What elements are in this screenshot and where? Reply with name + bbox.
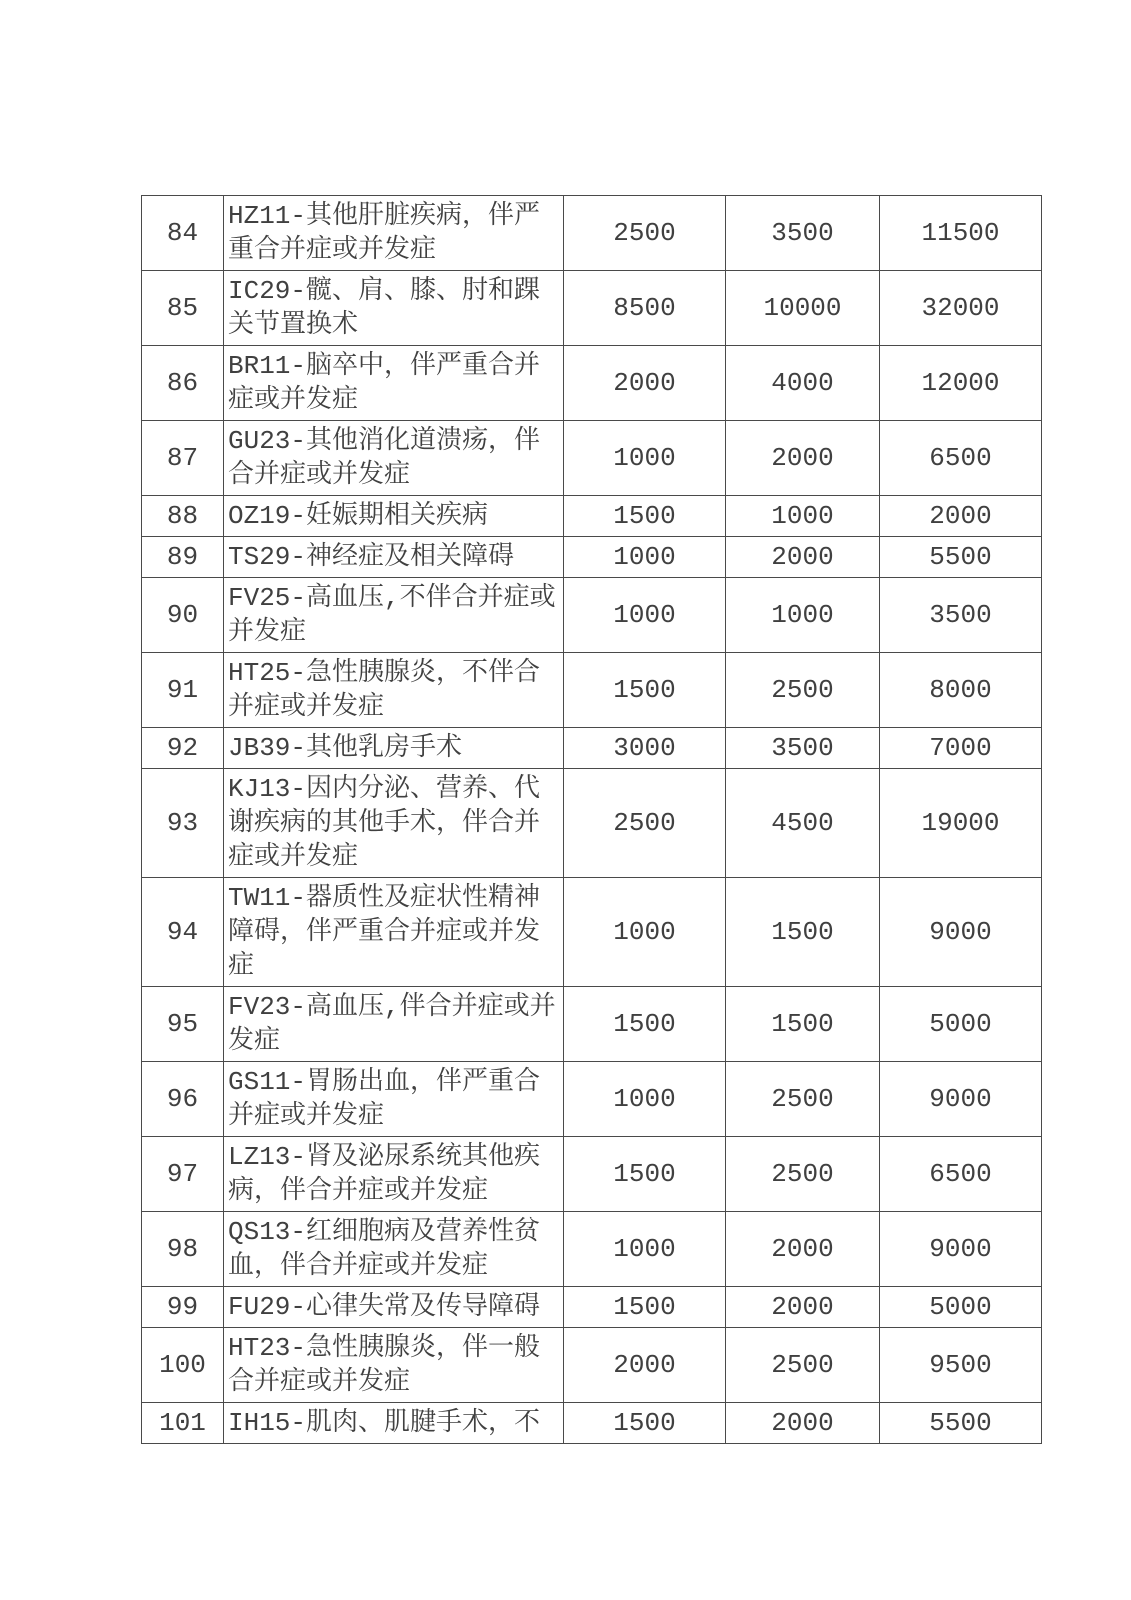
row-index-cell: 91 [142, 653, 224, 728]
table-row [142, 271, 1042, 346]
fee-value-cell-2: 4500 [726, 769, 880, 878]
fee-value-cell-1: 2500 [564, 769, 726, 878]
fee-value-cell-3: 9000 [880, 1212, 1042, 1287]
fee-value-cell-2: 2500 [726, 653, 880, 728]
fee-value-cell-3: 6500 [880, 1137, 1042, 1212]
row-index-cell: 99 [142, 1287, 224, 1328]
table-row [142, 1328, 1042, 1403]
fee-value-cell-1: 2000 [564, 346, 726, 421]
table-row [142, 496, 1042, 537]
fee-value-cell-3: 11500 [880, 196, 1042, 271]
table-row [142, 987, 1042, 1062]
table-row [142, 1137, 1042, 1212]
row-index-cell: 101 [142, 1403, 224, 1444]
drg-description-cell: TW11-器质性及症状性精神障碍，伴严重合并症或并发症 [224, 878, 564, 987]
row-index-cell: 96 [142, 1062, 224, 1137]
row-index-cell: 90 [142, 578, 224, 653]
drg-description-cell: OZ19-妊娠期相关疾病 [224, 496, 564, 537]
drg-description-cell: JB39-其他乳房手术 [224, 728, 564, 769]
fee-value-cell-2: 10000 [726, 271, 880, 346]
table-row [142, 1403, 1042, 1444]
row-index-cell: 92 [142, 728, 224, 769]
drg-description-cell: TS29-神经症及相关障碍 [224, 537, 564, 578]
fee-value-cell-2: 2500 [726, 1137, 880, 1212]
table-row [142, 878, 1042, 987]
fee-value-cell-3: 5500 [880, 537, 1042, 578]
drg-description-cell: HT25-急性胰腺炎，不伴合并症或并发症 [224, 653, 564, 728]
fee-value-cell-1: 1000 [564, 1062, 726, 1137]
table-row [142, 1287, 1042, 1328]
fee-value-cell-3: 3500 [880, 578, 1042, 653]
table-row [142, 1062, 1042, 1137]
fee-value-cell-3: 5000 [880, 987, 1042, 1062]
table-row [142, 653, 1042, 728]
fee-value-cell-2: 2000 [726, 537, 880, 578]
row-index-cell: 86 [142, 346, 224, 421]
fee-value-cell-2: 3500 [726, 196, 880, 271]
drg-description-cell: FV25-高血压,不伴合并症或并发症 [224, 578, 564, 653]
row-index-cell: 97 [142, 1137, 224, 1212]
fee-value-cell-1: 1500 [564, 1287, 726, 1328]
fee-value-cell-2: 1500 [726, 987, 880, 1062]
fee-value-cell-1: 1000 [564, 421, 726, 496]
fee-value-cell-2: 2000 [726, 1212, 880, 1287]
fee-value-cell-1: 1500 [564, 987, 726, 1062]
fee-value-cell-3: 5000 [880, 1287, 1042, 1328]
drg-description-cell: IH15-肌肉、肌腱手术，不 [224, 1403, 564, 1444]
fee-value-cell-2: 1000 [726, 496, 880, 537]
drg-description-cell: QS13-红细胞病及营养性贫血，伴合并症或并发症 [224, 1212, 564, 1287]
row-index-cell: 89 [142, 537, 224, 578]
fee-value-cell-1: 1500 [564, 653, 726, 728]
drg-description-cell: FV23-高血压,伴合并症或并发症 [224, 987, 564, 1062]
fee-value-cell-1: 1000 [564, 537, 726, 578]
fee-value-cell-3: 9500 [880, 1328, 1042, 1403]
fee-value-cell-1: 2000 [564, 1328, 726, 1403]
fee-value-cell-2: 1000 [726, 578, 880, 653]
table-row [142, 196, 1042, 271]
drg-description-cell: HZ11-其他肝脏疾病，伴严重合并症或并发症 [224, 196, 564, 271]
row-index-cell: 84 [142, 196, 224, 271]
fee-value-cell-3: 12000 [880, 346, 1042, 421]
fee-value-cell-3: 2000 [880, 496, 1042, 537]
drg-description-cell: KJ13-因内分泌、营养、代谢疾病的其他手术，伴合并症或并发症 [224, 769, 564, 878]
fee-value-cell-3: 9000 [880, 878, 1042, 987]
table-row [142, 769, 1042, 878]
drg-fee-table [141, 195, 1042, 1444]
table-row [142, 537, 1042, 578]
drg-description-cell: FU29-心律失常及传导障碍 [224, 1287, 564, 1328]
row-index-cell: 98 [142, 1212, 224, 1287]
row-index-cell: 85 [142, 271, 224, 346]
fee-value-cell-2: 2500 [726, 1062, 880, 1137]
fee-value-cell-2: 3500 [726, 728, 880, 769]
row-index-cell: 94 [142, 878, 224, 987]
row-index-cell: 88 [142, 496, 224, 537]
drg-description-cell: LZ13-肾及泌尿系统其他疾病，伴合并症或并发症 [224, 1137, 564, 1212]
drg-description-cell: GS11-胃肠出血，伴严重合并症或并发症 [224, 1062, 564, 1137]
fee-value-cell-2: 2000 [726, 1287, 880, 1328]
fee-value-cell-1: 3000 [564, 728, 726, 769]
row-index-cell: 95 [142, 987, 224, 1062]
table-row [142, 1212, 1042, 1287]
fee-value-cell-3: 19000 [880, 769, 1042, 878]
fee-value-cell-1: 1000 [564, 578, 726, 653]
fee-value-cell-2: 4000 [726, 346, 880, 421]
fee-value-cell-3: 9000 [880, 1062, 1042, 1137]
drg-description-cell: HT23-急性胰腺炎，伴一般合并症或并发症 [224, 1328, 564, 1403]
fee-value-cell-2: 1500 [726, 878, 880, 987]
fee-value-cell-1: 1500 [564, 496, 726, 537]
fee-value-cell-2: 2000 [726, 1403, 880, 1444]
drg-description-cell: GU23-其他消化道溃疡，伴合并症或并发症 [224, 421, 564, 496]
row-index-cell: 100 [142, 1328, 224, 1403]
fee-value-cell-1: 8500 [564, 271, 726, 346]
fee-value-cell-3: 32000 [880, 271, 1042, 346]
fee-value-cell-2: 2500 [726, 1328, 880, 1403]
table-row [142, 728, 1042, 769]
drg-description-cell: BR11-脑卒中，伴严重合并症或并发症 [224, 346, 564, 421]
fee-value-cell-3: 7000 [880, 728, 1042, 769]
fee-value-cell-3: 5500 [880, 1403, 1042, 1444]
fee-value-cell-3: 8000 [880, 653, 1042, 728]
drg-description-cell: IC29-髋、肩、膝、肘和踝关节置换术 [224, 271, 564, 346]
table-row [142, 346, 1042, 421]
fee-value-cell-1: 1000 [564, 878, 726, 987]
table-row [142, 578, 1042, 653]
fee-value-cell-1: 1000 [564, 1212, 726, 1287]
table-body [142, 196, 1042, 1444]
row-index-cell: 87 [142, 421, 224, 496]
fee-value-cell-3: 6500 [880, 421, 1042, 496]
fee-value-cell-2: 2000 [726, 421, 880, 496]
table-row [142, 421, 1042, 496]
fee-value-cell-1: 2500 [564, 196, 726, 271]
fee-value-cell-1: 1500 [564, 1403, 726, 1444]
fee-value-cell-1: 1500 [564, 1137, 726, 1212]
row-index-cell: 93 [142, 769, 224, 878]
